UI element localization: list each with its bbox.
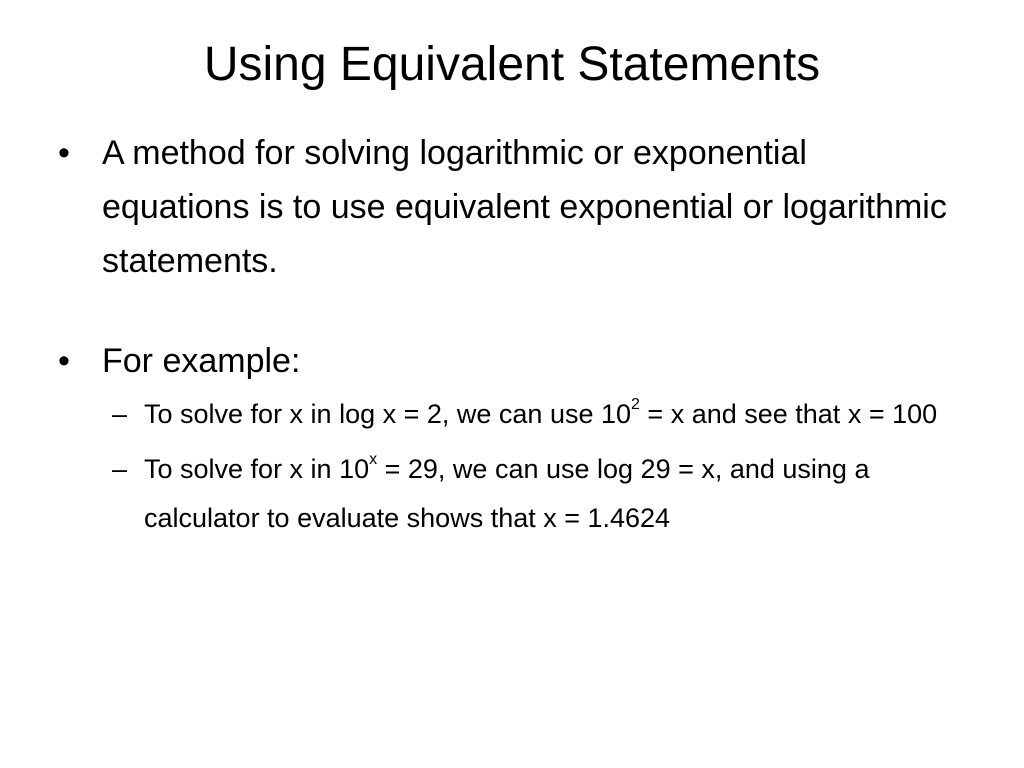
sub-bullet-text-part2: = 29, we can use log 29 = x, and using a calculator to evaluate shows that x = 1.4624 <box>144 454 870 533</box>
bullet-marker: • <box>58 134 70 172</box>
bullet-marker: • <box>58 342 70 380</box>
sub-bullet-text-part1: To solve for x in 10 <box>144 454 370 484</box>
superscript: 2 <box>631 396 640 413</box>
example-sub-list <box>112 390 958 543</box>
bullet-for-example <box>58 334 958 388</box>
dash-marker: – <box>112 399 128 429</box>
sub-bullet-log-example <box>112 390 958 439</box>
dash-marker: – <box>112 454 128 484</box>
sub-bullet-text-part2: = x and see that x = 100 <box>639 399 938 429</box>
slide-title: Using Equivalent Statements <box>203 38 821 91</box>
slide-content <box>58 126 958 549</box>
superscript: x <box>369 451 378 468</box>
bullet-text: For example: <box>102 342 301 380</box>
bullet-method <box>58 126 958 288</box>
sub-bullet-text-part1: To solve for x in log x = 2, we can use 10 <box>144 399 632 429</box>
bullet-text: A method for solving logarithmic or exponential equations is to use equivalent exponential or logarithmic statements. <box>102 134 947 280</box>
sub-bullet-exp-example <box>112 445 958 543</box>
